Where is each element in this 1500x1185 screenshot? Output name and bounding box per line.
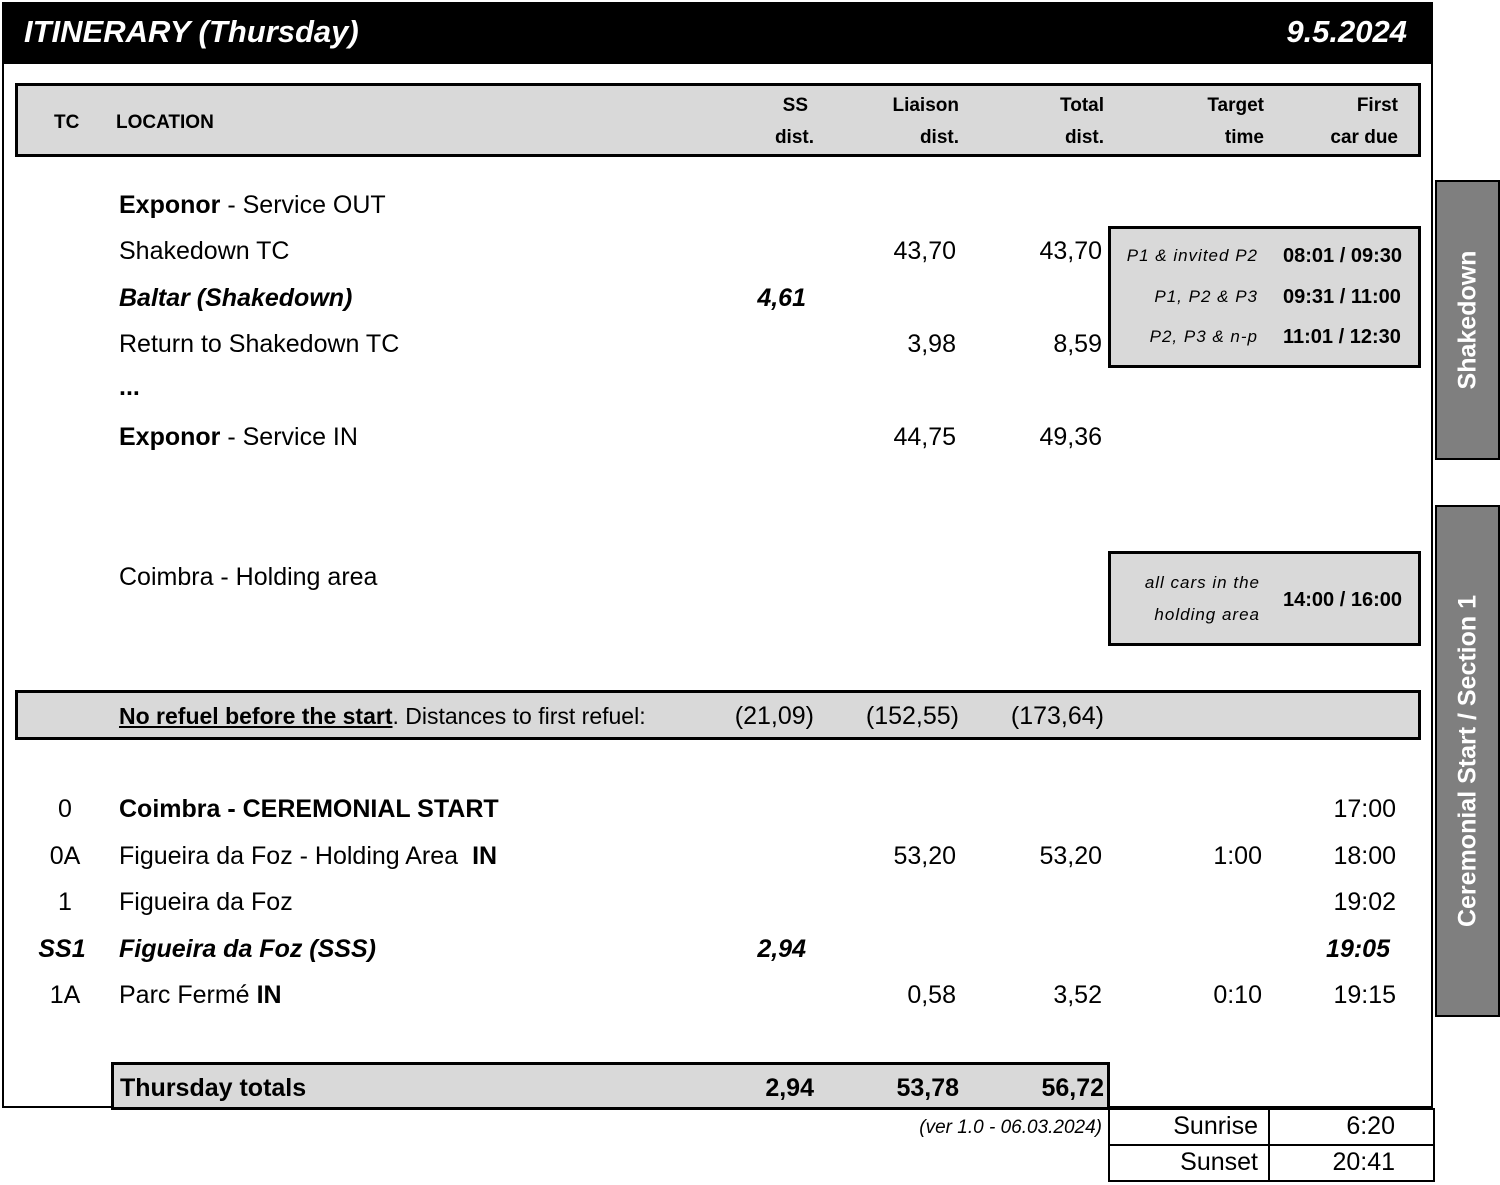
shakedown-tc-total: 43,70	[1039, 237, 1102, 265]
version-note: (ver 1.0 - 06.03.2024)	[919, 1117, 1102, 1138]
title-bar	[2, 2, 1433, 64]
col-target: Target	[1207, 95, 1264, 116]
first-car-due: 18:00	[1333, 842, 1396, 870]
side-tab-shakedown-label: Shakedown	[1453, 250, 1481, 390]
first-car-due: 19:05	[1326, 935, 1390, 963]
holding-note-1: all cars in the	[1144, 573, 1260, 592]
slot-time: 08:01 / 09:30	[1283, 245, 1402, 267]
first-car-due: 19:02	[1333, 888, 1396, 916]
side-tab-section1-label: Ceremonial Start / Section 1	[1453, 594, 1481, 928]
holding-note-2: holding area	[1154, 605, 1260, 624]
col-liaison: Liaison	[892, 95, 959, 116]
slot-group: P1, P2 & P3	[1154, 287, 1258, 306]
first-car-due: 17:00	[1333, 795, 1396, 823]
holding-box	[1108, 551, 1421, 646]
return-total: 8,59	[1053, 330, 1102, 358]
row-exponor-in: Exponor - Service IN	[119, 423, 358, 451]
totals-ss: 2,94	[765, 1074, 814, 1102]
sunset-label: Sunset	[1108, 1144, 1270, 1182]
liaison-dist: 53,20	[893, 842, 956, 870]
tc-code: 1A	[49, 981, 81, 1009]
side-tab-section1	[1435, 505, 1500, 1017]
refuel-ss: (21,09)	[734, 702, 814, 730]
refuel-total: (173,64)	[1010, 702, 1104, 730]
row-baltar-shakedown: Baltar (Shakedown)	[119, 284, 353, 312]
row-coimbra-holding: Coimbra - Holding area	[119, 563, 378, 591]
col-liaison-2: dist.	[919, 127, 959, 148]
return-liaison: 3,98	[907, 330, 956, 358]
slot-group: P2, P3 & n-p	[1149, 327, 1258, 346]
col-first-2: car due	[1330, 127, 1398, 148]
total-dist: 3,52	[1053, 981, 1102, 1009]
side-tab-shakedown	[1435, 180, 1500, 460]
col-ss-2: dist.	[774, 127, 814, 148]
refuel-text: No refuel before the start. Distances to first refuel:	[119, 703, 646, 729]
col-location: LOCATION	[116, 112, 214, 133]
sunset-time: 20:41	[1268, 1144, 1435, 1182]
target-time: 1:00	[1213, 842, 1262, 870]
refuel-liaison: (152,55)	[865, 702, 959, 730]
row-shakedown-tc: Shakedown TC	[119, 237, 290, 265]
section-location: Coimbra - CEREMONIAL START	[119, 795, 499, 823]
exponor-in-liaison: 44,75	[893, 423, 956, 451]
tc-code: 0A	[49, 842, 81, 870]
section-location: Figueira da Foz - Holding Area IN	[119, 842, 498, 870]
col-total: Total	[1060, 95, 1104, 116]
shakedown-slots-box	[1108, 226, 1421, 368]
target-time: 0:10	[1213, 981, 1262, 1009]
baltar-ss-dist: 4,61	[757, 284, 806, 312]
page-title: ITINERARY (Thursday)	[24, 14, 359, 49]
col-ss: SS	[782, 95, 808, 116]
first-car-due: 19:15	[1333, 981, 1396, 1009]
slot-time: 09:31 / 11:00	[1283, 286, 1401, 308]
column-header	[15, 83, 1421, 157]
totals-total: 56,72	[1041, 1074, 1104, 1102]
liaison-dist: 0,58	[907, 981, 956, 1009]
tc-code: 1	[58, 888, 72, 916]
sunrise-label: Sunrise	[1108, 1108, 1270, 1146]
shakedown-tc-liaison: 43,70	[893, 237, 956, 265]
col-target-2: time	[1224, 127, 1264, 148]
col-first: First	[1356, 95, 1398, 116]
section-location: Parc Fermé IN	[119, 981, 282, 1009]
refuel-bar	[15, 690, 1421, 740]
col-total-2: dist.	[1064, 127, 1104, 148]
tc-code: SS1	[38, 935, 86, 963]
totals-bar	[111, 1062, 1110, 1110]
slot-time: 11:01 / 12:30	[1283, 326, 1401, 348]
section-location: Figueira da Foz	[119, 888, 293, 916]
row-return-shakedown-tc: Return to Shakedown TC	[119, 330, 400, 358]
slot-group: P1 & invited P2	[1126, 246, 1258, 265]
totals-liaison: 53,78	[896, 1074, 959, 1102]
sunrise-time: 6:20	[1268, 1108, 1435, 1146]
totals-label: Thursday totals	[120, 1074, 307, 1102]
exponor-in-total: 49,36	[1039, 423, 1102, 451]
col-tc: TC	[54, 112, 80, 133]
tc-code: 0	[58, 795, 72, 823]
row-exponor-out: Exponor - Service OUT	[119, 191, 386, 219]
ss-dist: 2,94	[757, 935, 806, 963]
section-location: Figueira da Foz (SSS)	[119, 935, 376, 963]
itinerary-date: 9.5.2024	[1286, 14, 1407, 49]
total-dist: 53,20	[1039, 842, 1102, 870]
row-ellipsis: ...	[119, 373, 140, 401]
holding-time: 14:00 / 16:00	[1283, 589, 1402, 611]
